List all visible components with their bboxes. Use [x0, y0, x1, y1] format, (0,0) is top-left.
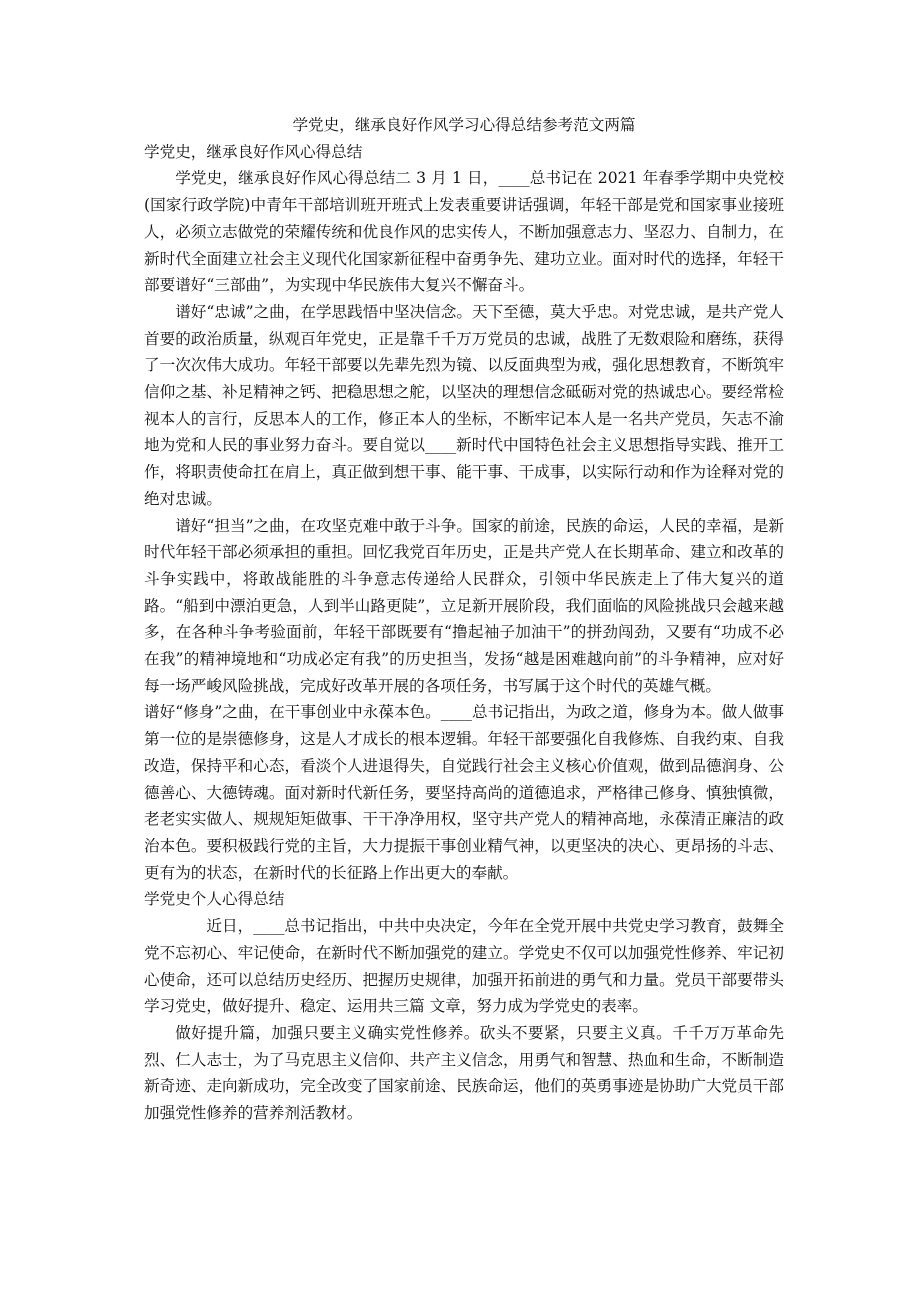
section-heading-2: 学党史个人心得总结 — [144, 890, 285, 909]
paragraph: 谱好“担当”之曲，在攻坚克难中敢于斗争。国家的前途，民族的命运，人民的幸福，是新时代年轻干部必须承担的重担。回忆我党百年历史，正是共产党人在长期革命、建立和改革的斗争实践中，将敢战能胜的斗争意志传递给人民群众，引领中华民族走上了伟大复兴的道路。“船到中漂泊更急，人到半山路更陡”，立足新开展阶段，我们面临的风险挑战只会越来越多，在各种斗争考验面前，年轻干部既要有“撸起袖子加油干”的拼劲闯劲，又要有“功成不必在我”的精神境地和“功成必定有我”的历史担当，发扬“越是困难越向前”的斗争精神，应对好每一场严峻风险挑战，完成好改革开展的各项任务，书写属于这个时代的英雄气概。 — [144, 516, 784, 695]
paragraph: 谱好“修身”之曲，在干事创业中永葆本色。____总书记指出，为政之道，修身为本。做人做事第一位的是崇德修身，这是人才成长的根本逻辑。年轻干部要强化自我修炼、自我约束、自我改造，保持平和心态，看淡个人进退得失，自觉践行社会主义核心价值观，做到品德润身、公德善心、大德铸魂。面对新时代新任务，要坚持高尚的道德追求，严格律己修身、慎独慎微，老老实实做人、规规矩矩做事、干干净净用权，坚守共产党人的精神高地，永葆清正廉洁的政治本色。要积极践行党的主旨，大力提振干事创业精气神，以更坚决的决心、更昂扬的斗志、更有为的状态，在新时代的长征路上作出更大的奉献。 — [144, 703, 784, 882]
document-title: 学党史，继承良好作风学习心得总结参考范文两篇 — [292, 116, 636, 134]
paragraph: 近日，____总书记指出，中共中央决定，今年在全党开展中共党史学习教育，鼓舞全党不忘初心、牢记使命，在新时代不断加强党的建立。学党史不仅可以加强党性修养、牢记初心使命，还可以总结历史经历、把握历史规律，加强开拓前进的勇气和力量。党员干部要带头学习党史，做好提升、稳定、运用共三篇 文章，努力成为学党史的表率。 — [144, 917, 784, 1016]
paragraph: 学党史，继承良好作风心得总结二 3 月 1 日，____总书记在 2021 年春季学期中央党校(国家行政学院)中青年干部培训班开班式上发表重要讲话强调，年轻干部是党和国家事业接班人，必须立志做党的荣耀传统和优良作风的忠实传人，不断加强意志力、坚忍力、自制力，在新时代全面建立社会主义现代化国家新征程中奋勇争先、建功立业。面对时代的选择，年轻干部要谱好“三部曲”，为实现中华民族伟大复兴不懈奋斗。 — [144, 169, 784, 295]
paragraph: 做好提升篇，加强只要主义确实党性修养。砍头不要紧，只要主义真。千千万万革命先烈、仁人志士，为了马克思主义信仰、共产主义信念，用勇气和智慧、热血和生命，不断制造新奇迹、走向新成功，完全改变了国家前途、民族命运，他们的英勇事迹是协助广大党员干部加强党性修养的营养剂活教材。 — [144, 1023, 784, 1123]
section-heading-1: 学党史，继承良好作风心得总结 — [144, 142, 363, 161]
document-page — [144, 112, 784, 1127]
paragraph: 谱好“忠诚”之曲，在学思践悟中坚决信念。天下至德，莫大乎忠。对党忠诚，是共产党人首要的政治质量，纵观百年党史，正是靠千千万万党员的忠诚，战胜了无数艰险和磨练，获得了一次次伟大成功。年轻干部要以先辈先烈为镜、以反面典型为戒，强化思想教育，不断筑牢信仰之基、补足精神之钙、把稳思想之舵，以坚决的理想信念砥砺对党的热诚忠心。要经常检视本人的言行，反思本人的工作，修正本人的坐标，不断牢记本人是一名共产党员，矢志不渝地为党和人民的事业努力奋斗。要自觉以____新时代中国特色社会主义思想指导实践、推开工作，将职责使命扛在肩上，真正做到想干事、能干事、干成事，以实际行动和作为诠释对党的绝对忠诚。 — [144, 302, 784, 508]
